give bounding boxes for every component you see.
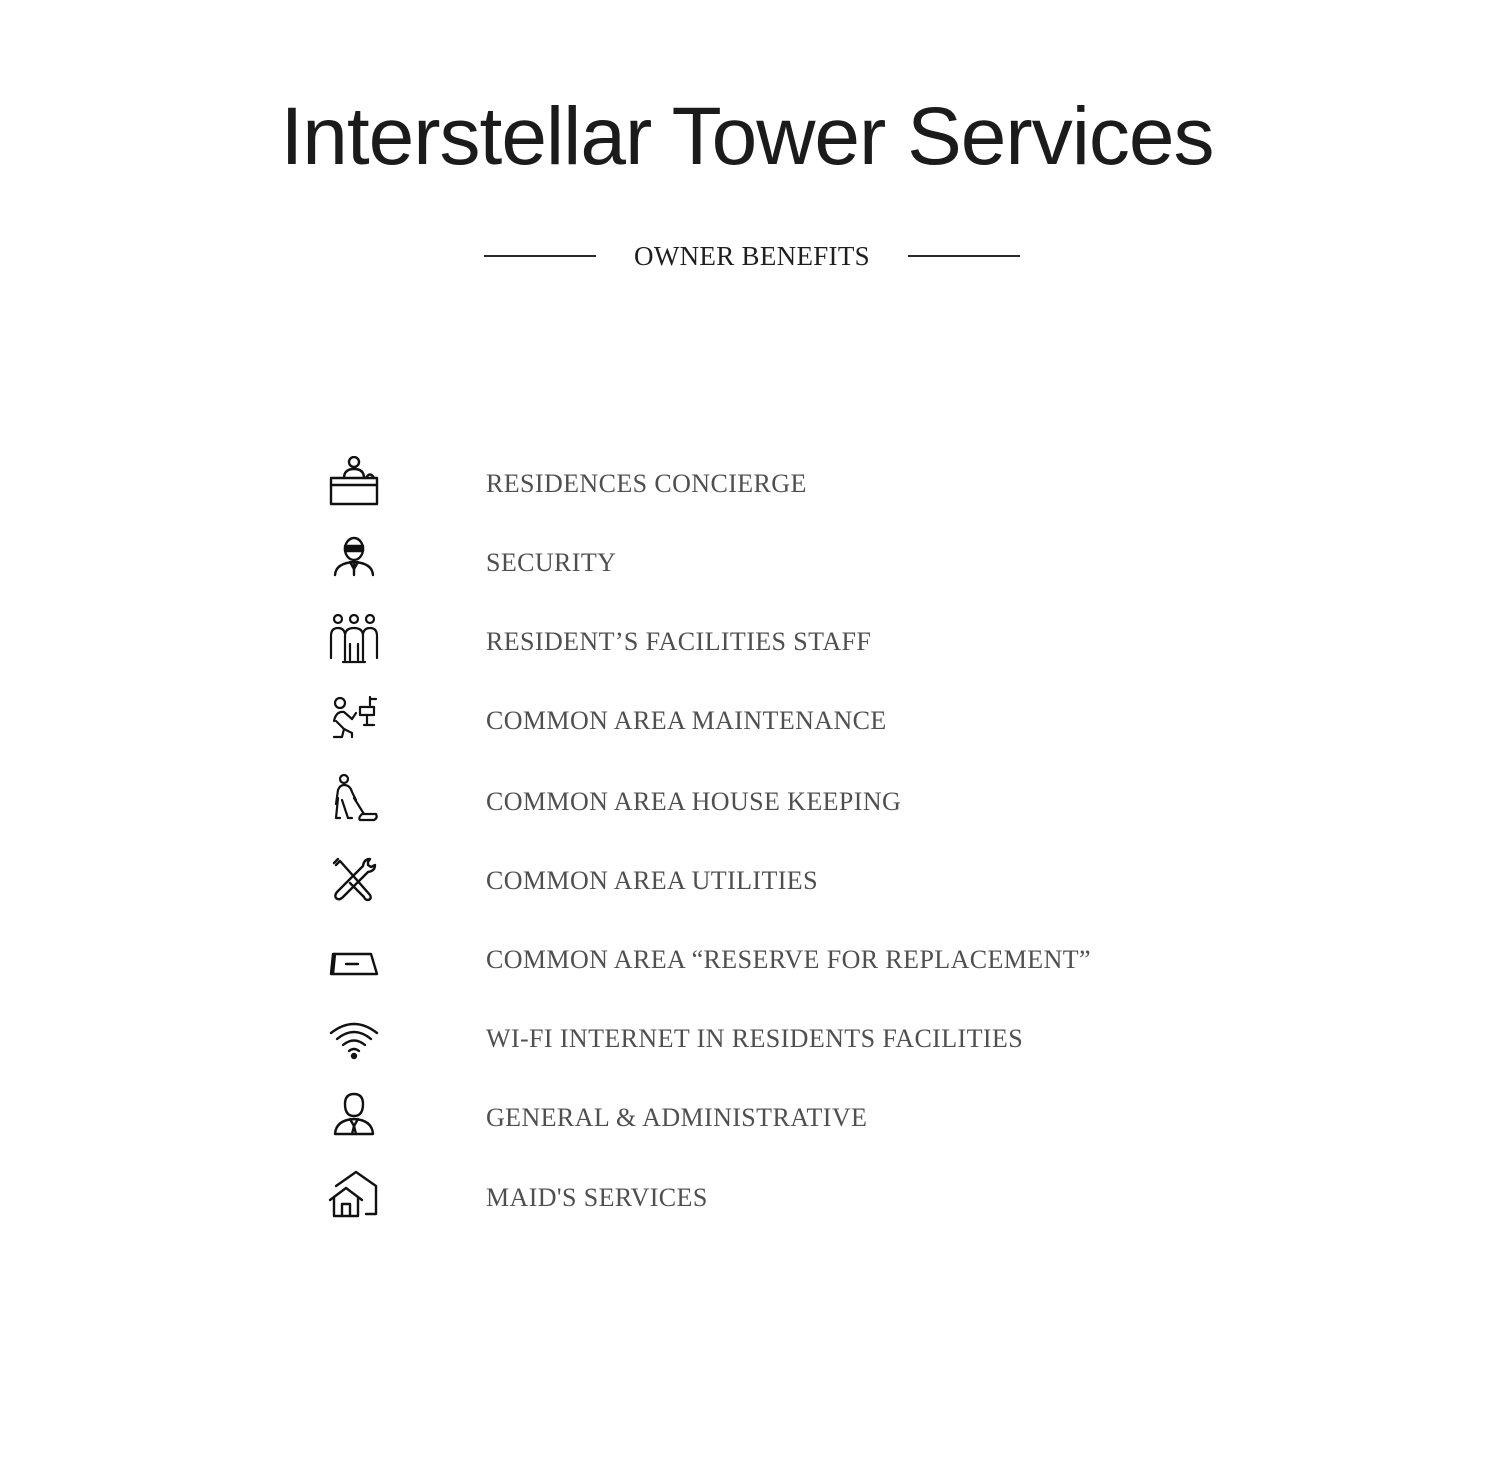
benefit-label: COMMON AREA “RESERVE FOR REPLACEMENT” (486, 945, 1091, 974)
reserve-tray-icon (326, 932, 382, 988)
benefit-item-maintenance (326, 693, 1226, 749)
maintenance-worker-icon (326, 693, 382, 749)
benefit-item-wifi (326, 1011, 1226, 1067)
page-title: Interstellar Tower Services (280, 91, 1214, 182)
benefit-item-security (326, 535, 1226, 591)
benefit-label: MAID'S SERVICES (486, 1183, 708, 1212)
house-services-icon (326, 1170, 382, 1226)
benefit-item-administrative (326, 1090, 1226, 1146)
concierge-desk-icon (326, 456, 382, 512)
benefit-label: RESIDENCES CONCIERGE (486, 469, 807, 498)
benefit-label: SECURITY (486, 548, 617, 577)
benefit-label: COMMON AREA UTILITIES (486, 866, 818, 895)
benefit-item-housekeeping (326, 774, 1226, 830)
benefit-item-reserve (326, 932, 1226, 988)
administrator-icon (326, 1090, 382, 1146)
benefit-label: RESIDENT’S FACILITIES STAFF (486, 627, 872, 656)
benefit-label: COMMON AREA MAINTENANCE (486, 706, 887, 735)
benefit-item-maids (326, 1170, 1226, 1226)
benefit-item-facilities-staff (326, 614, 1226, 670)
benefit-item-concierge (326, 456, 1226, 512)
benefit-label: WI-FI INTERNET IN RESIDENTS FACILITIES (486, 1024, 1024, 1053)
benefit-label: GENERAL & ADMINISTRATIVE (486, 1103, 868, 1132)
benefit-item-utilities (326, 853, 1226, 909)
security-guard-icon (326, 535, 382, 591)
wrench-screwdriver-icon (326, 853, 382, 909)
section-subtitle: OWNER BENEFITS (634, 241, 870, 271)
vacuum-cleaning-icon (326, 774, 382, 830)
staff-group-icon (326, 614, 382, 670)
wifi-icon (326, 1011, 382, 1067)
benefit-label: COMMON AREA HOUSE KEEPING (486, 787, 902, 816)
